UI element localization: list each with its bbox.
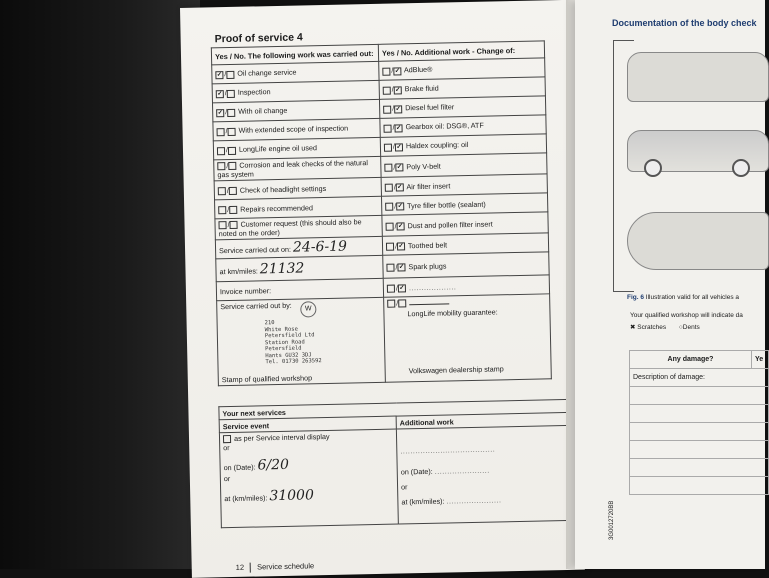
blank-work-cell-1: /✓ ...................	[383, 275, 549, 297]
right-page	[575, 0, 765, 569]
additional-item: /✓ Haldex coupling: oil	[380, 134, 546, 156]
checkbox-ticked[interactable]: ✓	[399, 285, 405, 292]
checkbox[interactable]	[387, 300, 395, 308]
workshop-stamp	[265, 319, 322, 366]
wheel-icon	[644, 159, 662, 177]
checkbox[interactable]	[229, 205, 237, 213]
checkbox[interactable]	[217, 162, 225, 170]
checkbox[interactable]	[398, 300, 406, 308]
any-damage-header: Any damage?	[630, 351, 752, 369]
checkbox[interactable]: ✓	[216, 71, 222, 78]
additional-work-header: Additional work	[396, 412, 570, 429]
page-footer	[236, 561, 315, 573]
checkbox-ticked[interactable]: ✓	[395, 86, 401, 94]
checkbox[interactable]	[227, 108, 235, 116]
handwritten-next-km: 31000	[269, 487, 315, 505]
checkbox[interactable]	[387, 284, 395, 292]
work-item: / Customer request (this should also be noted on the order)	[215, 215, 382, 240]
handwritten-mileage: 21132	[259, 260, 305, 278]
checkbox[interactable]	[383, 86, 391, 94]
stamp-line: Petersfield Ltd	[264, 332, 315, 340]
work-item: / LongLife engine oil used	[213, 137, 380, 159]
checkbox[interactable]	[385, 183, 393, 191]
next-services-table	[218, 399, 572, 528]
handwritten-next-date: 6/20	[257, 456, 290, 474]
checkbox[interactable]	[218, 221, 226, 229]
service-table	[211, 40, 552, 386]
checkbox-ticked[interactable]: ✓	[396, 143, 402, 151]
body-check-title: Documentation of the body check	[612, 18, 757, 28]
work-item: ✓ / Oil change service	[212, 61, 379, 83]
checkbox[interactable]	[226, 70, 234, 78]
additional-item: /✓ Diesel fuel filter	[379, 96, 545, 118]
stamp-line: Station Road	[264, 339, 305, 346]
background-dark	[0, 0, 200, 569]
checkbox-ticked[interactable]: ✓	[395, 124, 402, 132]
stamp-line: Hants GU32 3DJ	[265, 352, 312, 359]
col2-header: Yes / No. Additional work - Change of:	[378, 41, 544, 61]
work-item: / Repairs recommended	[215, 196, 382, 218]
checkbox[interactable]: ✓	[217, 90, 223, 97]
checkbox[interactable]	[227, 89, 235, 97]
stamp-line: Petersfield	[265, 345, 302, 353]
checkbox[interactable]	[223, 435, 231, 443]
additional-item: /✓ Air filter insert	[381, 174, 547, 196]
checkbox[interactable]	[383, 124, 391, 132]
checkbox[interactable]	[383, 105, 391, 113]
work-item: / Check of headlight settings	[214, 177, 381, 199]
footer-label: Service schedule	[256, 561, 315, 572]
additional-item: /✓ Brake fluid	[379, 77, 545, 99]
checkbox-ticked[interactable]: ✓	[398, 243, 404, 250]
yes-header: Ye	[752, 351, 769, 369]
workshop-note: Your qualified workshop will indicate da	[630, 312, 743, 319]
stamp-line: 210	[264, 320, 275, 327]
part-code: 3G0012720BB	[609, 500, 615, 540]
checkbox[interactable]	[382, 67, 390, 75]
checkbox[interactable]	[384, 143, 392, 151]
additional-item: /✓ Poly V-belt	[381, 153, 547, 178]
service-event-header: Service event	[219, 416, 396, 433]
checkbox[interactable]	[385, 202, 393, 210]
wheel-icon	[732, 159, 750, 177]
fig-caption: Fig. 6 Illustration valid for all vehicles a	[627, 294, 740, 301]
additional-item: /✓ Tyre filler bottle (sealant)	[381, 193, 547, 215]
mileage-cell: at km/miles: 21132	[216, 255, 383, 281]
car-top-view	[627, 212, 769, 270]
workshop-cell: Service carried out by: W 210 White Rose Petersfield Ltd Station Road Petersfield Hants GU32 3DJ Tel. 01730 263592 Stamp of qualified workshop	[217, 297, 386, 385]
additional-item: /✓ Dust and pollen filter insert	[382, 212, 548, 237]
additional-item: /✓ AdBlue®	[379, 58, 545, 80]
page-title: Proof of service 4	[214, 31, 303, 46]
stamp-line: White Rose	[264, 326, 298, 333]
service-date-cell: Service carried out on: 24-6-19	[215, 237, 382, 259]
additional-work-cell: ...................................... on (Date): ...................... or at (km/miles): ......................	[396, 425, 572, 524]
checkbox-ticked[interactable]: ✓	[394, 67, 400, 75]
checkbox[interactable]	[228, 127, 236, 135]
vw-logo-icon: W	[300, 301, 316, 317]
checkbox[interactable]	[228, 162, 236, 170]
col1-header: Yes / No. The following work was carried out:	[211, 44, 378, 64]
checkbox[interactable]	[217, 128, 225, 136]
next-services-title: Your next services	[219, 399, 570, 419]
spark-plugs-cell: /✓ Spark plugs	[383, 252, 549, 278]
checkbox[interactable]	[386, 242, 394, 250]
checkbox[interactable]	[228, 146, 236, 154]
page-number: 12	[235, 562, 245, 572]
checkbox[interactable]	[229, 186, 237, 194]
toothed-belt-cell: /✓ Toothed belt	[382, 233, 548, 255]
work-item: / Corrosion and leak checks of the natural gas system	[214, 156, 381, 181]
work-item: ✓ / With oil change	[212, 99, 379, 121]
longlife-cell: / LongLife mobility guarantee: Volkswagen dealership stamp	[384, 294, 552, 382]
checkbox[interactable]	[218, 206, 226, 214]
description-label: Description of damage:	[630, 369, 769, 387]
damage-table	[629, 350, 769, 495]
additional-item: /✓ Gearbox oil: DSG®, ATF	[380, 115, 546, 137]
checkbox-ticked[interactable]: ✓	[398, 223, 404, 230]
checkbox[interactable]	[218, 187, 226, 195]
invoice-cell: Invoice number:	[216, 278, 383, 300]
stamp-line: Tel. 01730 263592	[265, 358, 322, 366]
checkbox[interactable]	[229, 221, 237, 229]
work-item: / With extended scope of inspection	[213, 118, 380, 140]
checkbox[interactable]	[217, 147, 225, 155]
checkbox[interactable]	[384, 163, 392, 171]
legend: ✖ Scratches ○Dents	[630, 324, 700, 331]
car-side-view	[627, 130, 769, 172]
checkbox-ticked[interactable]: ✓	[395, 105, 401, 113]
checkbox-ticked[interactable]: ✓	[397, 203, 403, 210]
checkbox[interactable]: ✓	[217, 109, 223, 116]
checkbox-ticked[interactable]: ✓	[396, 163, 402, 171]
checkbox[interactable]	[386, 222, 394, 230]
checkbox-ticked[interactable]: ✓	[398, 264, 405, 271]
service-event-cell: as per Service interval display or on (Date): 6/20 or at (km/miles): 31000	[219, 429, 398, 528]
left-page	[180, 0, 585, 578]
checkbox[interactable]	[386, 263, 394, 271]
checkbox-ticked[interactable]: ✓	[397, 184, 403, 191]
handwritten-date: 24-6-19	[292, 238, 348, 256]
work-item: ✓ / Inspection	[212, 80, 379, 102]
car-rear-view	[627, 52, 769, 102]
